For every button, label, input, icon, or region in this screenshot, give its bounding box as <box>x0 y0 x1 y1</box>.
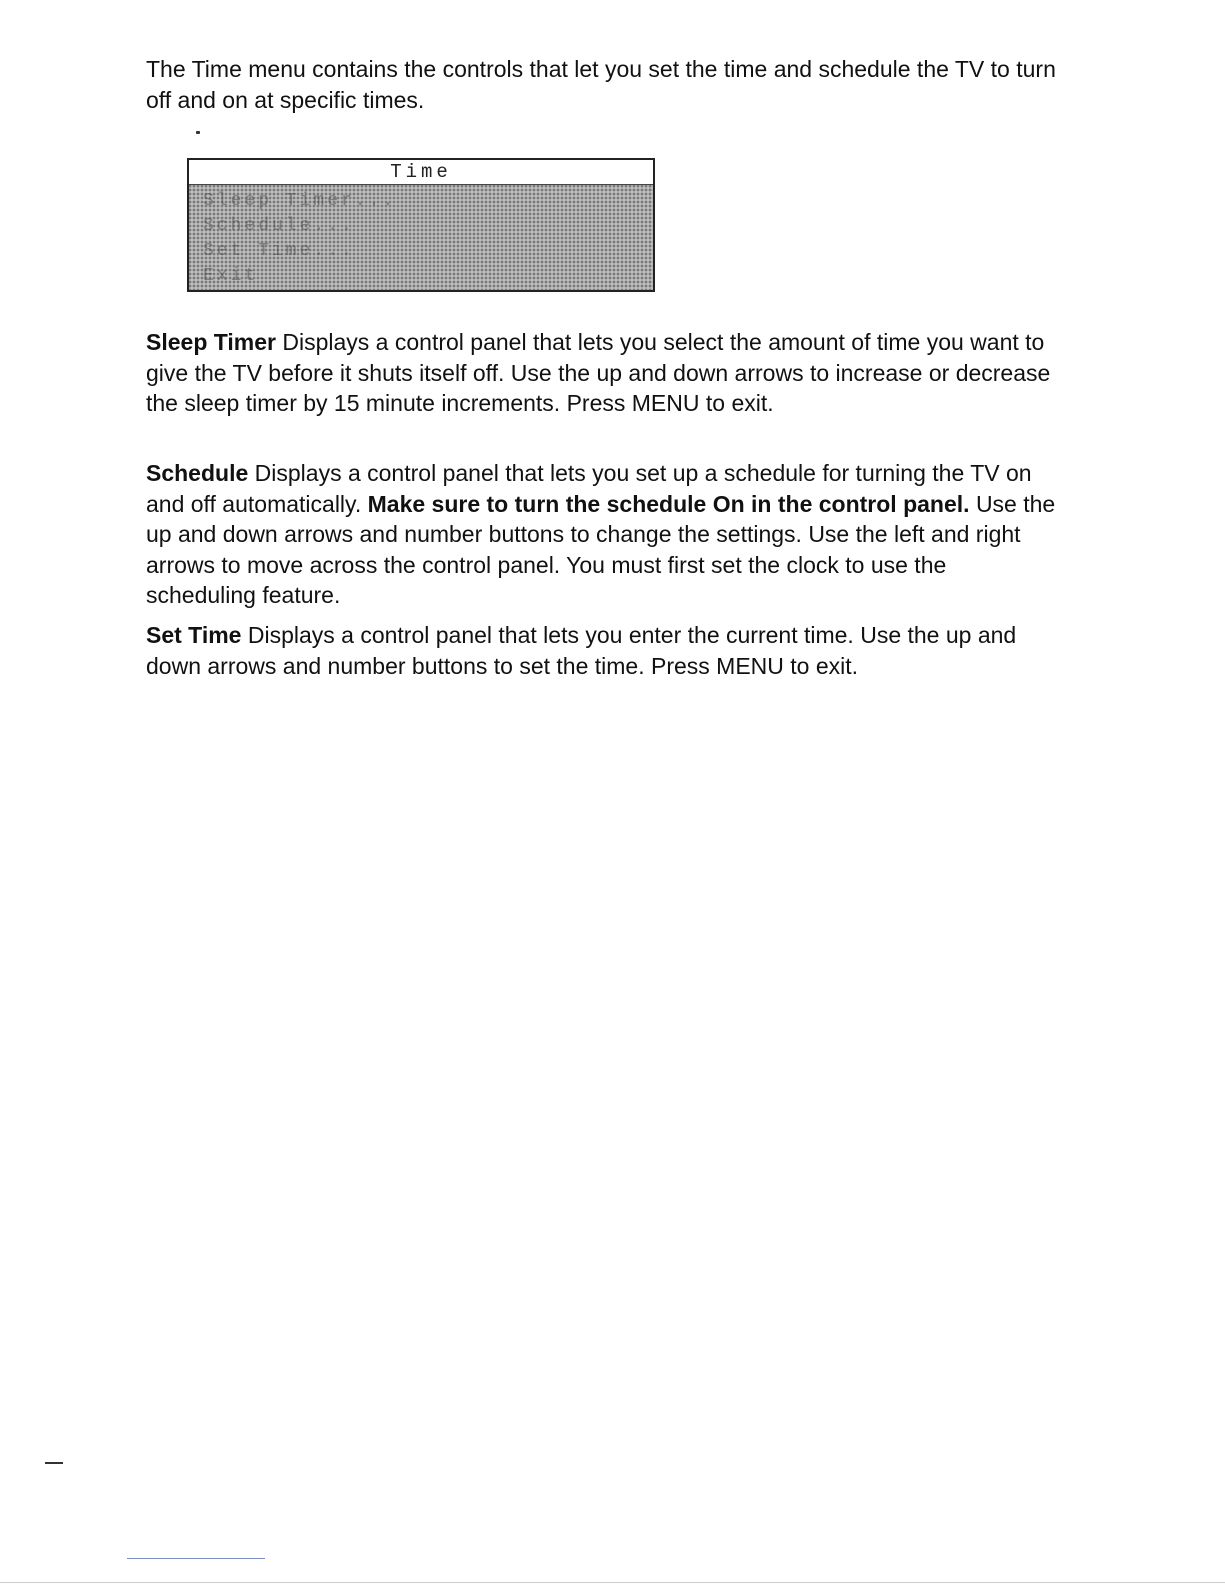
page-bottom-edge <box>0 1582 1225 1583</box>
time-menu-body <box>189 185 653 290</box>
margin-mark <box>45 1462 63 1464</box>
menu-item-exit: Exit <box>203 266 259 286</box>
schedule-description: Displays a control panel that lets you set up a schedule for turning the TV on and off automatically. <box>146 460 1032 517</box>
schedule-section <box>146 458 1061 611</box>
sleep-timer-term: Sleep Timer <box>146 329 276 355</box>
set-time-section <box>146 620 1061 681</box>
sleep-timer-section <box>146 327 1061 419</box>
time-menu-title: Time <box>189 160 653 185</box>
bottom-rule <box>127 1558 265 1559</box>
schedule-description-continued: Use the up and down arrows and number buttons to change the settings. Use the left and right arrows to move across the control panel. You must first set the clock to use the scheduling feature. <box>146 490 1056 608</box>
intro-paragraph: The Time menu contains the controls that let you set the time and schedule the TV to turn off and on at specific times. <box>146 56 1056 113</box>
schedule-emphasis: Make sure to turn the schedule On in the control panel. <box>367 490 970 517</box>
set-time-term: Set Time <box>146 622 242 648</box>
time-menu-screenshot <box>187 158 655 292</box>
menu-item-set-time: Set Time... <box>203 241 355 261</box>
menu-item-schedule: Schedule... <box>203 216 355 236</box>
schedule-term: Schedule <box>146 460 249 486</box>
menu-item-sleep-timer: Sleep Timer... <box>203 191 397 211</box>
sleep-timer-description: Displays a control panel that lets you select the amount of time you want to give the TV before it shuts itself off. Use the up and down arrows to increase or decrease the sleep timer by 15 minute increments. Press MENU to exit. <box>146 329 1051 416</box>
scan-speck <box>196 131 200 134</box>
set-time-description: Displays a control panel that lets you enter the current time. Use the up and down arrows and number buttons to set the time. Press MENU to exit. <box>146 622 1017 679</box>
